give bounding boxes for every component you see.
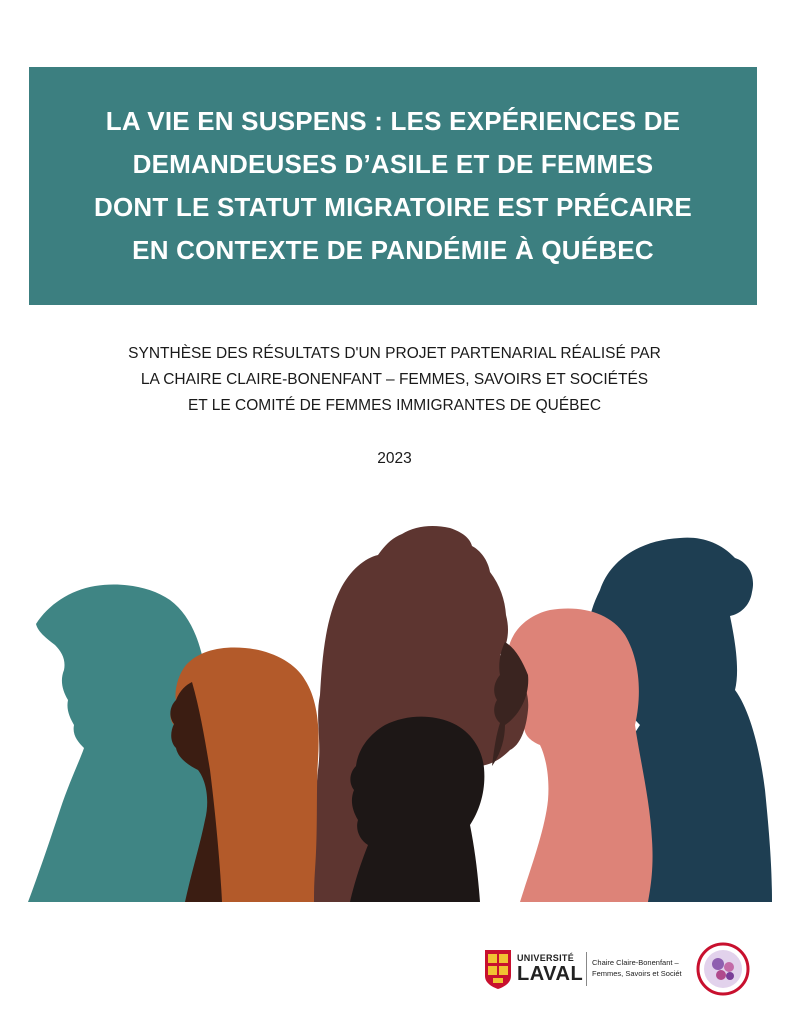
women-silhouettes-illustration: [0, 510, 789, 902]
silhouette-black: [350, 717, 484, 902]
chaire-line-2: Femmes, Savoirs et Sociét: [592, 969, 682, 978]
title-line-4: EN CONTEXTE DE PANDÉMIE À QUÉBEC: [132, 235, 654, 265]
laval-label: LAVAL: [517, 963, 584, 985]
universite-label: UNIVERSITÉ: [517, 953, 575, 963]
publication-year: 2023: [377, 450, 412, 467]
silhouette-pink: [507, 608, 653, 902]
title-line-1: LA VIE EN SUSPENS : LES EXPÉRIENCES DE: [105, 106, 681, 136]
title-banner: [29, 67, 757, 305]
subtitle-line-1: SYNTHÈSE DES RÉSULTATS D'UN PROJET PARTENARIAL RÉALISÉ PAR: [128, 345, 661, 362]
subtitle-line-2: LA CHAIRE CLAIRE-BONENFANT – FEMMES, SAVOIRS ET SOCIÉTÉS: [140, 371, 649, 388]
title-line-2: DEMANDEUSES D’ASILE ET DE FEMMES: [132, 149, 654, 179]
logo-divider: [586, 952, 587, 986]
chaire-claire-bonenfant-label: [592, 957, 682, 979]
subtitle-line-3: ET LE COMITÉ DE FEMMES IMMIGRANTES DE QUÉBEC: [187, 397, 602, 414]
partner-logos: [484, 940, 754, 1000]
universite-laval-crest-icon: [484, 948, 512, 990]
universite-laval-wordmark: [517, 953, 583, 985]
title-line-3: DONT LE STATUT MIGRATOIRE EST PRÉCAIRE: [94, 192, 692, 222]
chaire-line-1: Chaire Claire-Bonenfant –: [592, 958, 679, 967]
subtitle: [0, 341, 789, 419]
comite-femmes-immigrantes-logo-icon: [696, 942, 750, 996]
